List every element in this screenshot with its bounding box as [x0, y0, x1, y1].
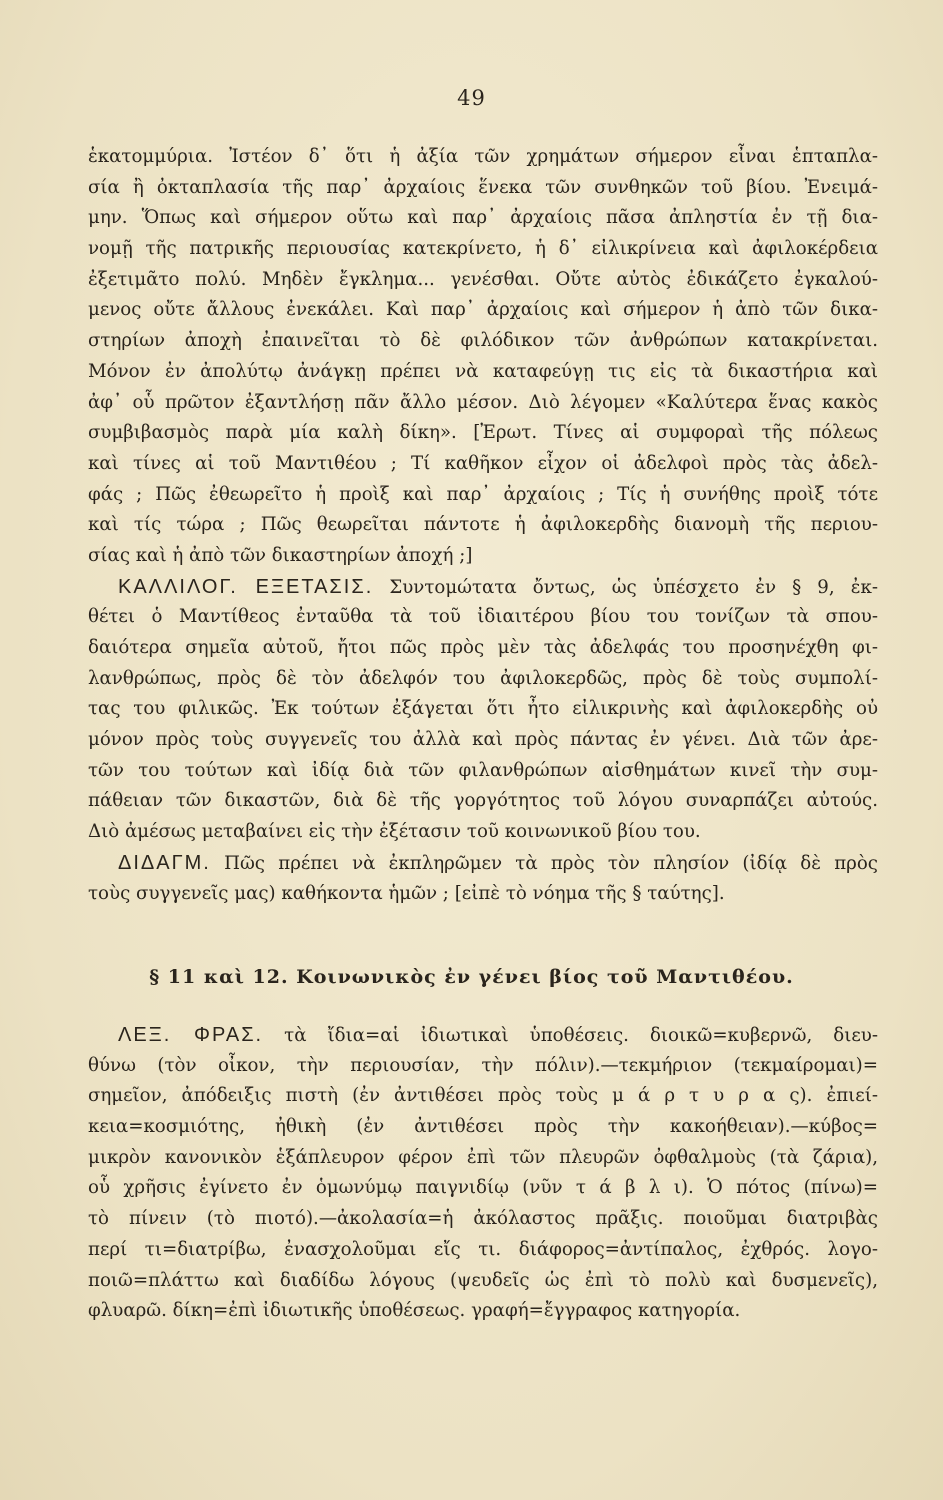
line-text: φλυαρῶ. δίκη=ἐπὶ ἰδιωτικῆς ὑποθέσεως. γραφή=ἔγγραφος κατηγορία.: [88, 1300, 741, 1322]
text-line: [88, 1173, 878, 1204]
text-line: [88, 1112, 878, 1143]
line-text: τας του φιλικῶς. Ἐκ τούτων ἐξάγεται ὅτι ἦτο εἰλικρινὴς καὶ ἀφιλοκερδὴς οὐ: [88, 698, 878, 720]
text-line: [88, 879, 878, 910]
line-text: κεια=κοσμιότης, ἠθικὴ (ἐν ἀντιθέσει πρὸς τὴν κακοήθειαν).—κύβος=: [88, 1116, 878, 1138]
line-text: καὶ τίς τώρα ; Πῶς θεωρεῖται πάντοτε ἡ ἀφιλοκερδὴς διανομὴ τῆς περιου-: [88, 514, 878, 536]
text-line: [88, 633, 878, 664]
line-text: τὰ ἴδια=αἱ ἰδιωτικαὶ ὑποθέσεις. διοικῶ=κυβερνῶ, διευ-: [263, 1025, 878, 1046]
line-text: μενος οὔτε ἄλλους ἐνεκάλει. Καὶ παρ᾽ ἀρχαίοις καὶ σήμερον ἡ ἀπὸ τῶν δικα-: [88, 299, 878, 321]
line-text: καὶ τίνες αἱ τοῦ Μαντιθέου ; Τί καθῆκον εἶχον οἱ ἀδελφοὶ πρὸς τὰς ἀδελ-: [88, 452, 878, 474]
text-line: [88, 203, 878, 234]
text-line: [88, 1081, 878, 1112]
text-line: [88, 449, 878, 480]
text-line: [88, 234, 878, 265]
line-text: μόνον πρὸς τοὺς συγγενεῖς του ἀλλὰ καὶ πρὸς πάντας ἐν γένει. Διὰ τῶν ἀρε-: [88, 729, 878, 751]
text-line: [88, 1143, 878, 1174]
line-text: νομῇ τῆς πατρικῆς περιουσίας κατεκρίνετο, ἡ δ᾽ εἰλικρίνεια καὶ ἀφιλοκέρδεια: [88, 238, 878, 260]
text-line: [88, 848, 878, 879]
line-text: οὗ χρῆσις ἐγίνετο ἐν ὁμωνύμῳ παιγνιδίῳ (νῦν τ ά β λ ι). Ὁ πότος (πίνω)=: [88, 1177, 878, 1199]
text-line: [88, 694, 878, 725]
text-line: [88, 142, 878, 173]
line-text: τὸ πίνειν (τὸ πιοτό).—ἀκολασία=ἡ ἀκόλαστος πρᾶξις. ποιοῦμαι διατριβὰς: [88, 1208, 878, 1230]
line-text: ἀφ᾽ οὗ πρῶτον ἐξαντλήσῃ πᾶν ἄλλο μέσον. Διὸ λέγομεν «Καλύτερα ἕνας κακὸς: [88, 391, 878, 413]
line-text: στηρίων ἀποχὴ ἐπαινεῖται τὸ δὲ φιλόδικον τῶν ἀνθρώπων κατακρίνεται.: [88, 330, 878, 352]
text-line: [88, 1020, 878, 1051]
line-text: θύνω (τὸν οἶκον, τὴν περιουσίαν, τὴν πόλιν).—τεκμήριον (τεκμαίρομαι)=: [88, 1054, 878, 1076]
text-line: [88, 388, 878, 419]
caps-label: ΛΕΞ. ΦΡΑΣ.: [118, 1024, 264, 1046]
text-line: [88, 265, 878, 296]
caps-label: ΔΙΔΑΓΜ.: [118, 851, 211, 874]
line-text: σία ἢ ὀκταπλασία τῆς παρ᾽ ἀρχαίοις ἕνεκα τῶν συνθηκῶν τοῦ βίου. Ἐνειμά-: [88, 176, 878, 198]
line-text: λανθρώπως, πρὸς δὲ τὸν ἀδελφόν του ἀφιλοκερδῶς, πρὸς δὲ τοὺς συμπολί-: [88, 667, 878, 689]
section-heading: § 11 καὶ 12. Κοινωνικὸς ἐν γένει βίος τοῦ Μαντιθέου.: [149, 966, 794, 988]
line-text: συμβιβασμὸς παρὰ μία καλὴ δίκη». [Ἐρωτ. Τίνες αἱ συμφοραὶ τῆς πόλεως: [88, 422, 878, 444]
line-text: ἐξετιμᾶτο πολύ. Μηδὲν ἔγκλημα... γενέσθαι. Οὔτε αὐτὸς ἐδικάζετο ἐγκαλού-: [88, 268, 878, 290]
text-line: [88, 480, 878, 511]
text-line: [88, 295, 878, 326]
text-line: [88, 664, 878, 695]
text-line: [88, 602, 878, 633]
vocabulary-block: [88, 1020, 878, 1327]
line-text: ποιῶ=πλάττω καὶ διαδίδω λόγους (ψευδεῖς ὡς ἐπὶ τὸ πολὺ καὶ δυσμενεῖς),: [88, 1269, 878, 1291]
text-line: [88, 326, 878, 357]
line-text: σίας καὶ ἡ ἀπὸ τῶν δικαστηρίων ἀποχή ;]: [88, 544, 473, 566]
line-text: μικρὸν κανονικὸν ἑξάπλευρον φέρον ἐπὶ τῶν πλευρῶν ὀφθαλμοὺς (τὰ ζάρια),: [88, 1146, 878, 1168]
caps-label: ΚΑΛΛΙΛΟΓ. ΕΞΕΤΑΣΙΣ.: [118, 575, 374, 598]
text-line: [88, 1296, 878, 1327]
text-line: [88, 173, 878, 204]
text-line: [88, 1266, 878, 1297]
text-line: [88, 1235, 878, 1266]
text-line: [88, 817, 878, 848]
line-text: περί τι=διατρίβω, ἐνασχολοῦμαι εἴς τι. διάφορος=ἀντίπαλος, ἐχθρός. λογο-: [88, 1238, 878, 1260]
line-text: πάθειαν τῶν δικαστῶν, διὰ δὲ τῆς γοργότητος τοῦ λόγου συναρπάζει αὐτούς.: [88, 790, 878, 812]
text-line: [88, 1204, 878, 1235]
text-line: [88, 725, 878, 756]
line-text: τῶν του τούτων καὶ ἰδίᾳ διὰ τῶν φιλανθρώπων αἰσθημάτων κινεῖ τὴν συμ-: [88, 759, 878, 781]
line-text: φάς ; Πῶς ἐθεωρεῖτο ἡ προὶξ καὶ παρ᾽ ἀρχαίοις ; Τίς ἡ συνήθης προὶξ τότε: [88, 483, 878, 505]
line-text: τοὺς συγγενεῖς μας) καθήκοντα ἡμῶν ; [εἰπὲ τὸ νόημα τῆς § ταύτης].: [88, 882, 725, 904]
line-text: μην. Ὅπως καὶ σήμερον οὕτω καὶ παρ᾽ ἀρχαίοις πᾶσα ἀπληστία ἐν τῇ δια-: [88, 207, 878, 229]
text-line: [88, 510, 878, 541]
text-line: [88, 786, 878, 817]
line-text: σημεῖον, ἀπόδειξις πιστὴ (ἐν ἀντιθέσει πρὸς τοὺς μ ά ρ τ υ ρ α ς). ἐπιεί-: [88, 1085, 878, 1107]
line-text: θέτει ὁ Μαντίθεος ἐνταῦθα τὰ τοῦ ἰδιαιτέρου βίου του τονίζων τὰ σπου-: [88, 606, 878, 628]
line-text: Διὸ ἀμέσως μεταβαίνει εἰς τὴν ἐξέτασιν τοῦ κοινωνικοῦ βίου του.: [88, 821, 701, 843]
text-line: [88, 541, 878, 572]
text-line: [88, 572, 878, 603]
text-line: [88, 357, 878, 388]
text-line: [88, 756, 878, 787]
line-text: δαιότερα σημεῖα αὐτοῦ, ἤτοι πῶς πρὸς μὲν τὰς ἀδελφάς του προσηνέχθη φι-: [88, 637, 878, 658]
text-line: [88, 1051, 878, 1082]
line-text: Συντομώτατα ὄντως, ὡς ὑπέσχετο ἐν § 9, ἐκ-: [373, 576, 878, 598]
line-text: Πῶς πρέπει νὰ ἐκπληρῶμεν τὰ πρὸς τὸν πλησίον (ἰδίᾳ δὲ πρὸς: [210, 852, 878, 874]
line-text: Μόνον ἐν ἀπολύτῳ ἀνάγκῃ πρέπει νὰ καταφεύγῃ τις εἰς τὰ δικαστήρια καὶ: [88, 360, 878, 382]
text-line: [88, 418, 878, 449]
page-number: 49: [457, 86, 486, 110]
line-text: ἑκατομμύρια. Ἰστέον δ᾽ ὅτι ἡ ἀξία τῶν χρημάτων σήμερον εἶναι ἑπταπλα-: [88, 146, 878, 167]
main-text-block: [88, 142, 878, 909]
